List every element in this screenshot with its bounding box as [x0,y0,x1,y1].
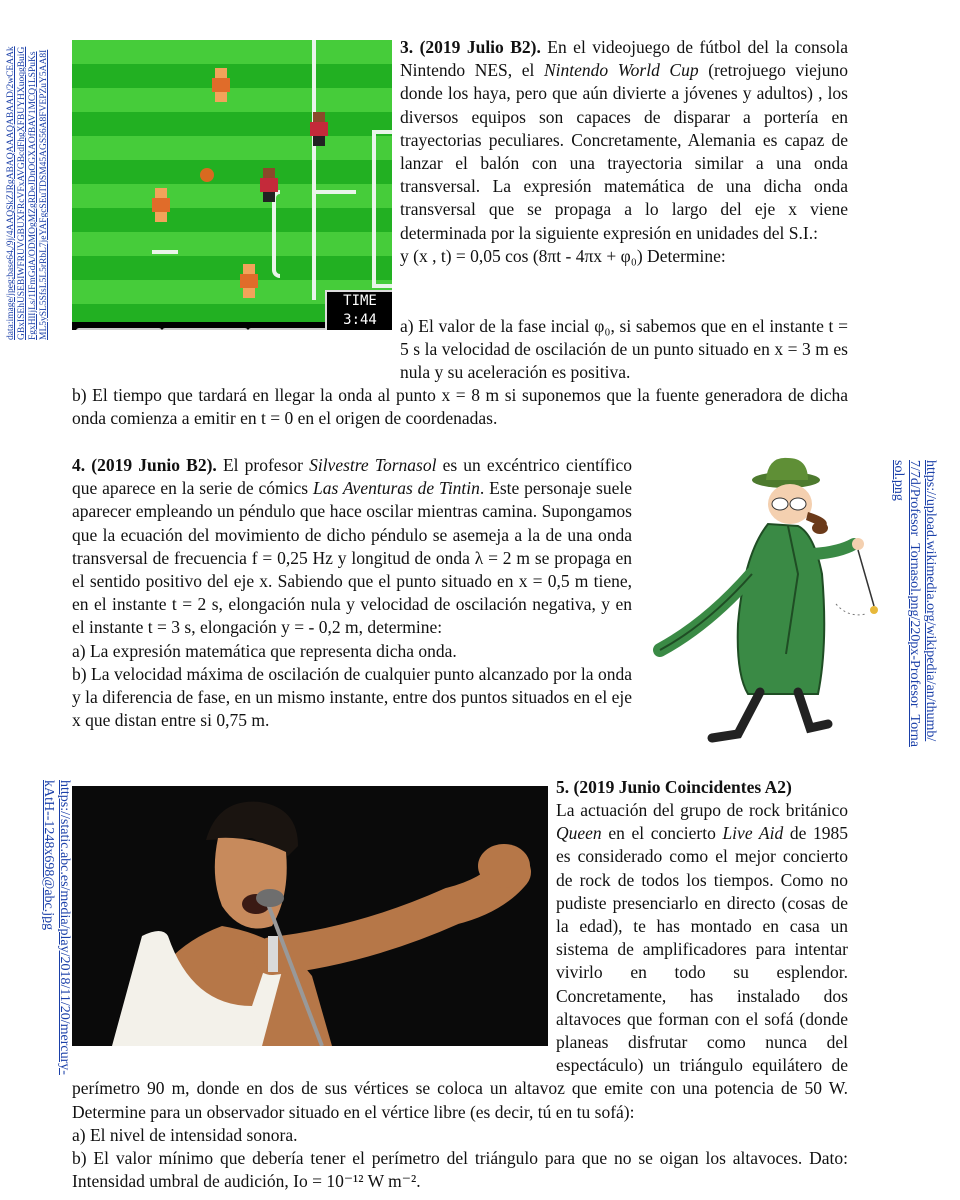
comic-name: Las Aventuras de Tintin [312,478,480,499]
problem-5-body: La actuación del grupo de rock británico Queen en el concierto Live Aid de 1985 es considerado como el mejor concierto de rock de todos los tiempos. Como no pudiste presenciarlo en directo (cosas de la edad), te has montado en casa un sistema de amplificadores para intentar vivirlo en todo su esplendor. Concretamente, has instalado dos altavoces que forman con el sofá (donde planeas disfrutar como nunca del espectáculo) un triángulo equilátero de perímetro 90 m, donde en dos de sus vértices se coloca un altavoz que emite con una potencia de 50 W. Determine para un observador situado en el vértice libre (es decir, tú en tu sofá): a) El nivel de intensidad sonora. b) El valor mínimo que debería tener el perímetro del triángulo para que no se oigan los altavoces. Dato: Intensidad umbral de audición, Io = 10⁻¹² W m⁻². [72,799,848,1193]
player-sprite [152,188,170,222]
player-sprite [260,168,278,202]
player-sprite [310,112,328,146]
problem-4-title: 4. (2019 Junio B2). [72,455,217,475]
problem-3-equation: y (x , t) = 0,05 cos (8πt - 4πx + φ₀) Determine: [400,245,726,266]
game-name: Nintendo World Cup [543,60,699,81]
problem-5-part-a: a) El nivel de intensidad sonora. [72,1124,298,1145]
professor-tornasol-illustration [648,454,878,754]
ball-sprite [200,168,214,182]
time-label: TIME [343,293,377,309]
photo-wrap-spacer [72,799,556,1055]
image-source-link-freddie[interactable]: https://static.abc.es/media/play/2018/11/20/mercury-kAtH--1248x698@abc.jpg [41,780,72,1075]
problem-5-title: 5. (2019 Junio Coincidentes A2) [556,777,792,797]
player-sprite [240,264,258,298]
problem-3-title: 3. (2019 Julio B2). [400,37,541,57]
band-name: Queen [556,823,602,844]
player-sprite [212,68,230,102]
problem-4-text: 4. (2019 Junio B2). El profesor Silvestre Tornasol es un excéntrico científico que aparece en la serie de cómics Las Aventuras de Tintin. Este personaje suele aparecer empleando un péndulo que hace oscilar mientras camina. Supongamos que la ecuación del movimiento de dicho péndulo se asemeja a la de una onda transversal de frecuencia f = 0,25 Hz y longitud de onda λ = 2 m se propaga en el sentido positivo del eje x. Sabiendo que el punto situado en x = 0,5 m tiene, en el instante t = 2 s, elongación nula y velocidad de oscilación negativa, y en el instante t = 3 s, elongación y = - 0,2 m, determine: a) La expresión matemática que representa dicha onda. b) La velocidad máxima de oscilación de cualquier punto alcanzado por la onda y la diferencia de fase, en un mismo instante, entre dos puntos situados en el eje x que distan entre si 0,75 m. [72,454,632,732]
problem-3-part-b: b) El tiempo que tardará en llegar la onda al punto x = 8 m si suponemos que la fuente generadora de dicha onda comienza a emitir en t = 0 en el origen de coordenadas. [72,385,848,429]
problem-3-part-a: a) El valor de la fase incial φ₀, si sabemos que en el instante t = 5 s la velocidad de oscilación de un punto situado en x = 3 m es nula y su aceleración es positiva. [400,316,848,383]
time-value: 3:44 [343,312,377,328]
problem-4-part-a: a) La expresión matemática que representa dicha onda. [72,640,457,661]
problem-5-part-b: b) El valor mínimo que debería tener el perímetro del triángulo para que no se oigan los altavoces. Dato: Intensidad umbral de audición, Io = 10⁻¹² W m⁻². [72,1148,848,1192]
time-display [325,290,392,330]
nes-game-screenshot [72,40,392,330]
image-source-link-tornasol[interactable]: https://upload.wikimedia.org/wikipedia/an/thumb/7/7d/Profesor_Tornasol.png/220px-Profesor_Tornasol.png [891,460,938,747]
concert-name: Live Aid [722,823,784,844]
character-name: Silvestre Tornasol [309,455,437,475]
problem-5-text [556,776,848,799]
problem-3-text: 3. (2019 Julio B2). En el videojuego de fútbol del la consola Nintendo NES, el Nintendo World Cup (retrojuego viejuno donde los haya, pero que aún divierte a jóvenes y adultos) , los diversos equipos son capaces de disparar a portería en trayectorias peculiares. Concretamente, Alemania es capaz de lanzar el balón con una trayectoria similar a una onda transversal. La expresión matemática de una dicha onda transversal que se propaga a lo largo del eje x viene determinada por la siguiente expresión en unidades del S.I.: y (x , t) = 0,05 cos (8πt - 4πx + φ₀) Determine: [400,36,848,268]
image-source-link-game[interactable]: data:image/jpeg;base64,/9j/4AAQSkZJRgABAQAAAQABAAD/2wCEAAkGBxISEhUSEBIWFRUVGBUXFRcVFxAVGBcdFhgXFBUYHXuoqgBuiGFgxHlIjLs/1IFmGdA/ODMOgMZgRDeJDnOGXAOfBAV1MCQ1LSPuKsML5ySL5SfsL5L5rRbL7jeYAFgcSEuTDSM45AGS56A8FVEPZuY5AA8I [6,46,49,340]
problem-4-part-b: b) La velocidad máxima de oscilación de cualquier punto alcanzado por la onda y la diferencia de fase, en un mismo instante, entre dos puntos situados en el eje x que distan entre si 0,75 m. [72,663,632,731]
